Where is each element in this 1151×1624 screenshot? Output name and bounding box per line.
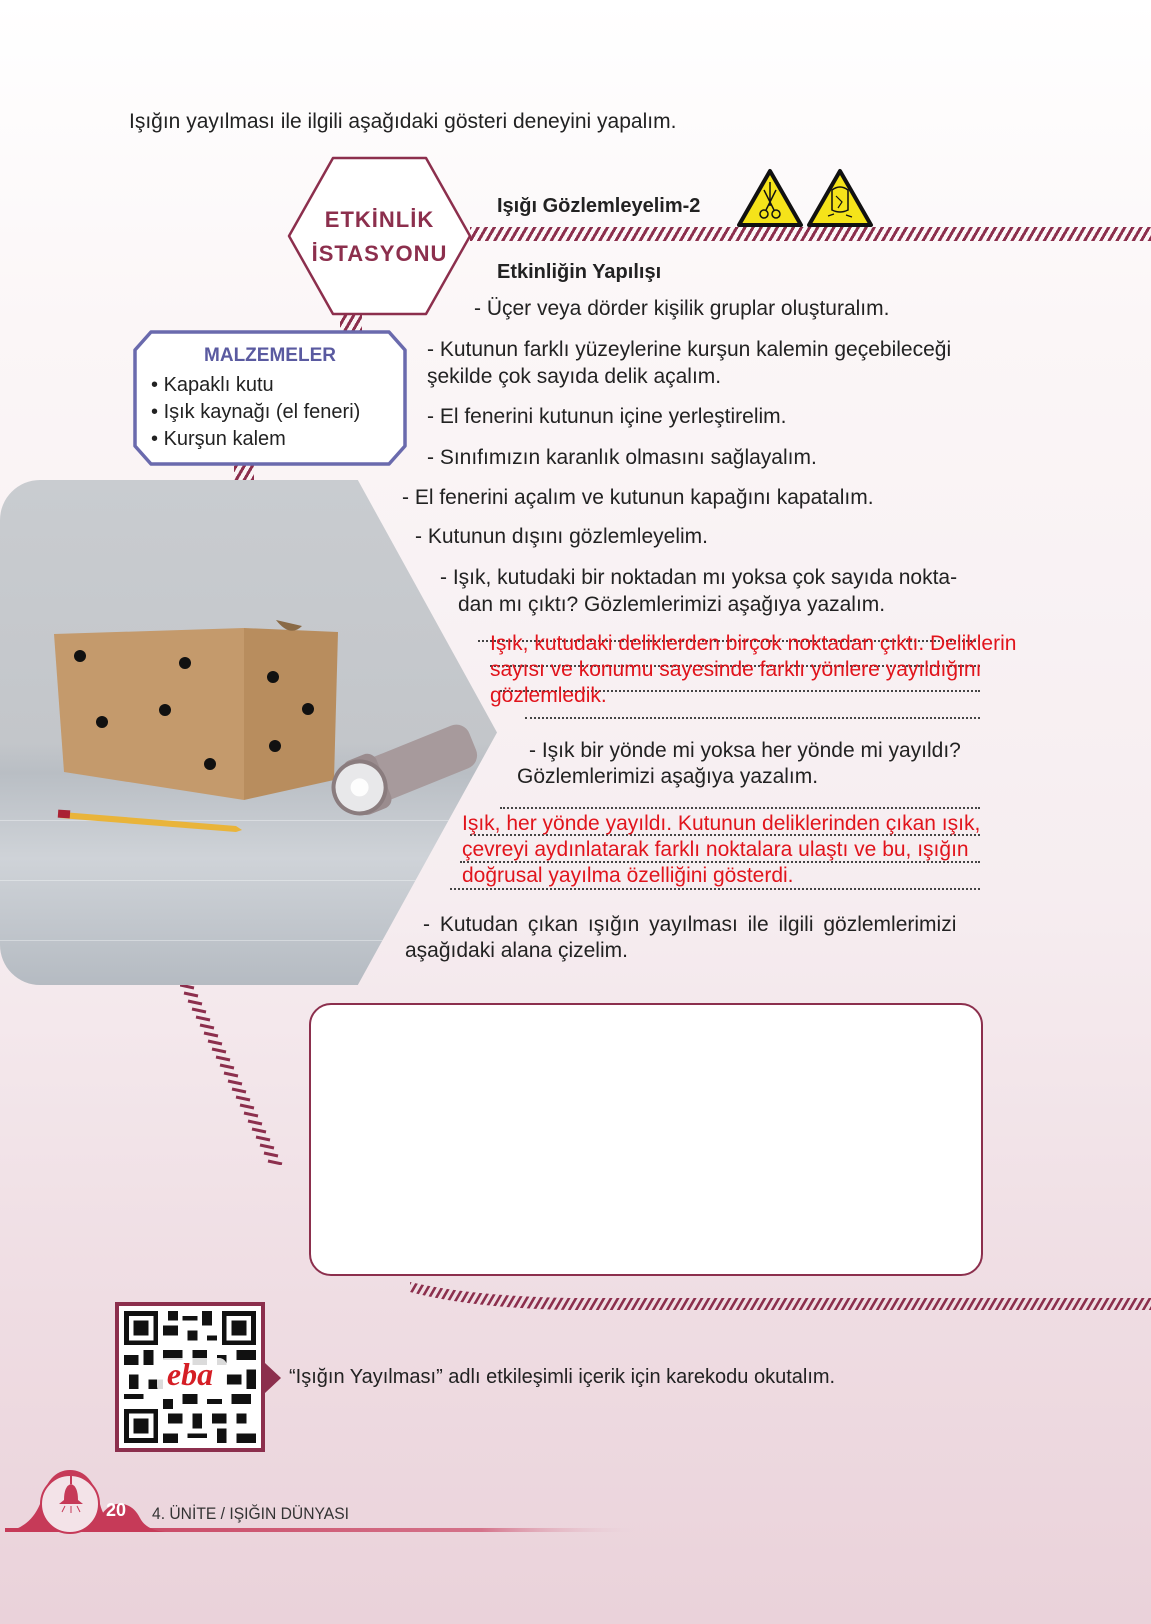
activity-title: Işığı Gözlemleyelim-2 [497,195,701,217]
unit-title: 4. ÜNİTE / IŞIĞIN DÜNYASI [152,1504,349,1523]
hatch-connector-2 [234,464,254,480]
eba-logo: eba [166,1356,214,1392]
answer-line [525,717,980,719]
qr-code[interactable] [115,1302,265,1452]
materials-box [133,330,407,466]
answer-2-line3[interactable]: doğrusal yayılma özelliğini gösterdi. [462,864,794,887]
page-number: 20 [105,1500,127,1520]
breakable-glass-warning-icon [806,168,874,228]
answer-2-line2[interactable]: çevreyi aydınlatarak farklı noktalara ulaştı ve bu, ışığın [462,838,969,861]
scissors-warning-icon [736,168,804,228]
step-6: - Kutunun dışını gözlemleyelim. [415,525,708,548]
qr-pointer-icon [265,1363,281,1393]
station-label-line2: İSTASYONU [311,241,448,266]
step-5: - El fenerini açalım ve kutunun kapağını kapatalım. [402,486,874,509]
experiment-photo [0,480,497,985]
step-7-line2: aşağıdaki alana çizelim. [405,939,628,962]
answer-1-line1[interactable]: Işık, kutudaki deliklerden birçok noktadan çıktı. Deliklerin [490,632,1017,655]
material-item: • Kurşun kalem [151,428,286,450]
answer-2-line1[interactable]: Işık, her yönde yayıldı. Kutunun deliklerinden çıkan ışık, [462,812,981,835]
drawing-area[interactable] [309,1003,983,1276]
step-1: - Üçer veya dörder kişilik gruplar oluşturalım. [474,297,890,320]
materials-heading: MALZEMELER [204,345,336,366]
step-3: - El fenerini kutunun içine yerleştirelim. [427,405,787,428]
material-item: • Işık kaynağı (el feneri) [151,401,361,423]
step-7-line1: - Kutudan çıkan ışığın yayılması ile ilgili gözlemlerimizi [423,913,957,936]
hatch-divider-top [470,227,1151,241]
question-2-line1: - Işık bir yönde mi yoksa her yönde mi yayıldı? [529,739,961,762]
step-2-line1: - Kutunun farklı yüzeylerine kurşun kalemin geçebileceği [427,338,952,361]
question-1-line2: dan mı çıktı? Gözlemlerimizi aşağıya yazalım. [458,593,886,616]
activity-station-badge [287,156,472,316]
footer-band [0,1466,640,1536]
answer-line [500,807,980,809]
answer-1-line3[interactable]: gözlemledik. [490,684,607,707]
hatch-divider-bottom [410,1280,1151,1310]
question-1-line1: - Işık, kutudaki bir noktadan mı yoksa çok sayıda nokta- [440,566,958,589]
hatch-diagonal [180,985,310,1165]
station-label-line1: ETKİNLİK [324,207,435,232]
material-item: • Kapaklı kutu [151,374,274,396]
intro-text: Işığın yayılması ile ilgili aşağıdaki gösteri deneyini yapalım. [129,110,677,133]
step-2-line2: şekilde çok sayıda delik açalım. [427,365,722,388]
step-4: - Sınıfımızın karanlık olmasını sağlayalım. [427,446,817,469]
procedure-heading: Etkinliğin Yapılışı [497,261,662,283]
lamp-icon [56,1476,86,1516]
answer-1-line2[interactable]: sayısı ve konumu sayesinde farklı yönlere yayıldığını [490,658,982,681]
qr-caption: “Işığın Yayılması” adlı etkileşimli içerik için karekodu okutalım. [289,1366,836,1388]
question-2-line2: Gözlemlerimizi aşağıya yazalım. [517,765,819,788]
